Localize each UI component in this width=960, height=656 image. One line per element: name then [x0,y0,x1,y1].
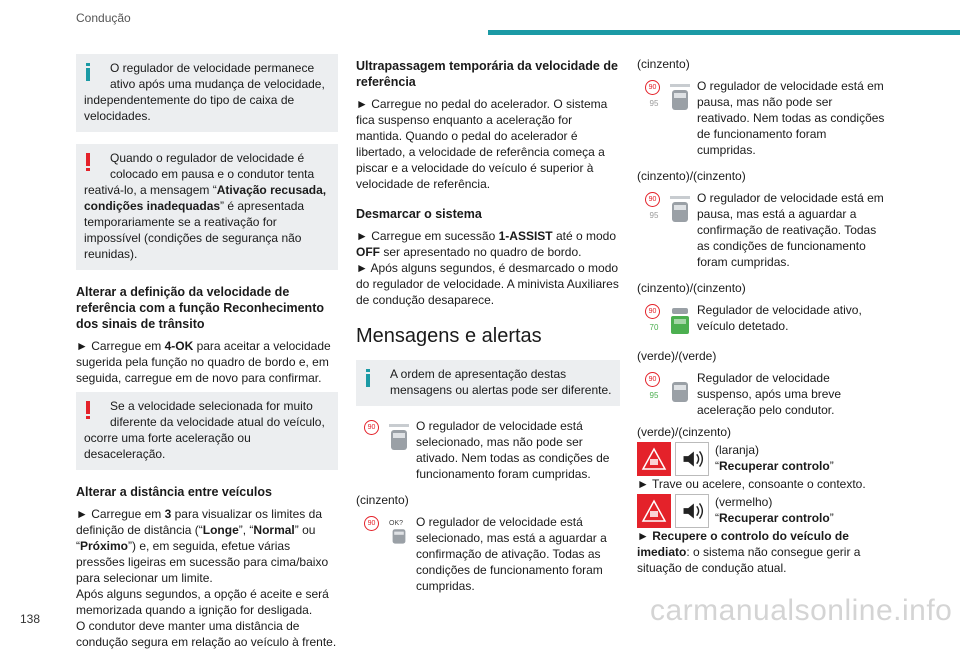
message-row [637,370,887,418]
paragraph: ► Após alguns segundos, é desmarcado o modo do regulador de velocidade. A minivista Auxiliares de condução desaparece. [356,261,619,307]
alert-text [715,442,834,474]
sound-icon [675,494,709,528]
vehicle-icon [388,526,410,550]
message-text: O regulador de velocidade está em pausa, mas não pode ser reativado. Nem todas as condições de funcionamento foram cumpridas. [697,79,885,157]
speed-limit-icon: 90 [645,372,660,387]
alert-text [715,494,834,526]
message-text: O regulador de velocidade está em pausa, mas está a aguardar a confirmação de reativação. Todas as condições de funcionamento foram cumpridas. [697,191,884,269]
alert-title: “Recuperar controlo” [715,511,834,525]
section-heading: Alterar a distância entre veículos [76,485,272,499]
section-heading: Alterar a definição da velocidade de referência com a função Reconhecimento dos sinais de trânsito [76,285,324,331]
info-icon [86,63,90,81]
color-label: (cinzento)/(cinzento) [637,281,746,295]
warning-icon [86,153,90,171]
section-heading: Ultrapassagem temporária da velocidade de referência [356,59,618,89]
alert-color: (laranja) [715,443,760,457]
speed-limit-icon: 90 [645,304,660,319]
warning-icon [86,401,90,419]
paragraph: ► Carregue em 3 para visualizar os limites da definição de distância (“Longe”, “Normal” ou “Próximo”) e, em seguida, efetue várias pressões ligeiras em sucessão para cima/baixo para selecionar um limite. [76,507,329,585]
note-text: A ordem de apresentação destas [390,367,567,381]
warning-note [76,144,338,270]
column-3 [637,54,887,576]
note-text: ocorre uma forte aceleração ou desaceleração. [84,431,251,461]
color-label: (verde)/(cinzento) [637,425,732,439]
section-heading: Desmarcar o sistema [356,207,482,221]
message-text: O regulador de velocidade está selecionado, mas está a aguardar a confirmação de ativação. Todas as condições de funcionamento foram cumpridas. [416,515,607,593]
message-text: Regulador de velocidade suspenso, após uma breve aceleração pelo condutor. [697,371,842,417]
vehicle-icon [669,374,691,404]
vehicle-icon [669,82,691,112]
column-2 [356,54,620,604]
message-text: Regulador de velocidade ativo, veículo detetado. [697,303,862,333]
paragraph: Após alguns segundos, a opção é aceite e será memorizada quando a ignição for desligada. [76,587,329,617]
speed-value: 95 [649,391,659,400]
note-text: ” é apresentada temporariamente se a reativação for impossível (condições de segurança não reunidas). [84,199,305,261]
vehicle-icon [388,422,410,452]
alert-color: (vermelho) [715,495,773,509]
speed-limit-icon: 90 [645,192,660,207]
message-text: O regulador de velocidade está selecionado, mas não pode ser ativado. Nem todas as condições de funcionamento foram cumpridas. [416,419,610,481]
vehicle-icon [669,194,691,224]
note-text: O regulador de velocidade permanece ativo após uma mudança de velocidade, [110,61,325,91]
sound-icon [675,442,709,476]
header-accent-bar [488,30,960,35]
speed-value: 95 [649,99,659,108]
alert-row [637,442,887,476]
speed-limit-icon: 90 [364,420,379,435]
paragraph: O condutor deve manter uma distância de condução segura em relação ao veículo à frente. [76,619,337,649]
info-note [356,360,620,406]
vehicle-icon [669,306,691,336]
note-text: mensagens ou alertas pode ser diferente. [390,383,612,397]
note-text: Quando o regulador de velocidade é colocado em pausa e o condutor tenta [110,151,315,181]
message-row [637,190,887,270]
color-label: (cinzento)/(cinzento) [637,169,746,183]
column-1 [76,54,338,656]
note-text: reativá-lo, a mensagem “ [84,183,217,197]
speed-value: 95 [649,211,659,220]
message-row [637,302,887,342]
ok-badge: OK? [389,520,404,527]
color-label: (cinzento) [637,57,690,71]
info-note [76,54,338,132]
message-row [356,514,620,594]
note-text: Se a velocidade selecionada for muito diferente da velocidade atual do veículo, [110,399,325,429]
hazard-icon [637,494,671,528]
running-header: Condução [76,11,131,25]
color-label: (verde)/(verde) [637,349,717,363]
paragraph: ► Recupere o controlo do veículo de imediato: o sistema não consegue gerir a situação de condução atual. [637,529,861,575]
message-text: Ativação recusada, condições inadequadas [84,183,327,213]
paragraph: ► Carregue em sucessão 1-ASSIST até o modo OFF ser apresentado no quadro de bordo. [356,229,616,259]
paragraph: ► Carregue em 4-OK para aceitar a velocidade sugerida pela função no quadro de bordo e, em seguida, carregue em de novo para confirmar. [76,339,331,385]
paragraph: ► Trave ou acelere, consoante o contexto. [637,477,866,491]
speed-value: 70 [649,323,659,332]
message-row [637,78,887,158]
speed-limit-icon: 90 [645,80,660,95]
watermark: carmanualsonline.info [650,594,953,627]
info-icon [366,369,370,387]
color-label: (cinzento) [356,493,409,507]
section-title: Mensagens e alertas [356,325,542,347]
paragraph: ► Carregue no pedal do acelerador. O sistema fica suspenso enquanto a aceleração for mantida. Quando o pedal do acelerador é libertado, a velocidade de referência começa a piscar e a velocidade do veículo é superior à velocidade de referência. [356,97,608,191]
alert-title: “Recuperar controlo” [715,459,834,473]
speed-limit-icon: 90 [364,516,379,531]
page-number: 138 [20,612,41,626]
warning-note [76,392,338,470]
hazard-icon [637,442,671,476]
alert-row [637,494,887,528]
note-text: independentemente do tipo de caixa de velocidades. [84,93,295,123]
message-row [356,418,620,482]
